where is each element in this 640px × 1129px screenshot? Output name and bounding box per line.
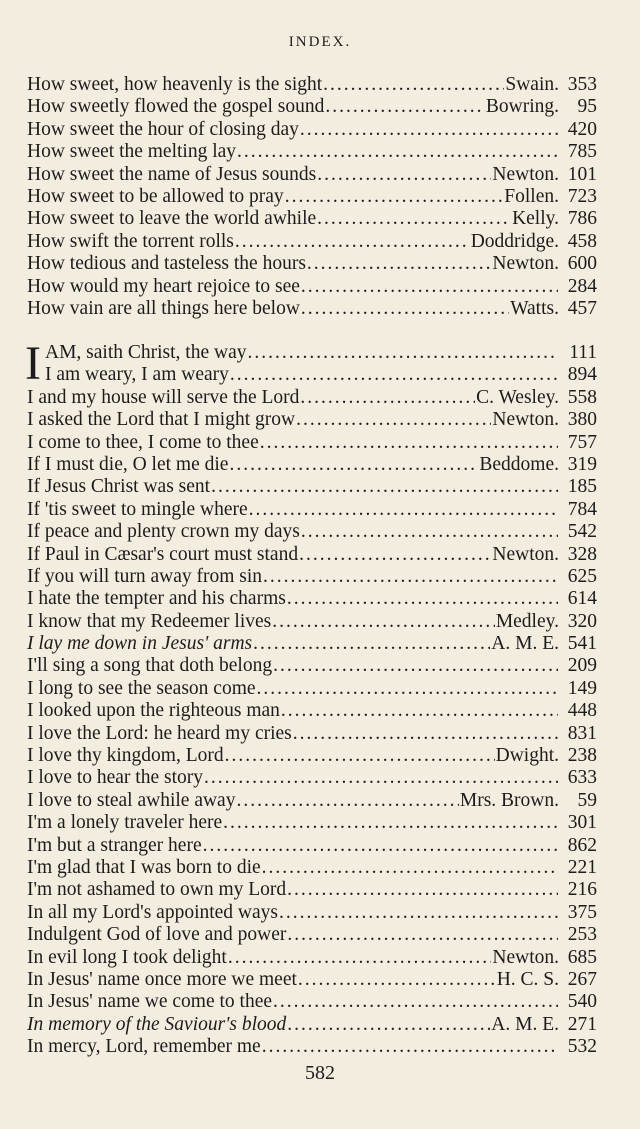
entry-hymn-number: 633 [567, 767, 597, 789]
dot-leader [223, 812, 558, 834]
dot-leader [298, 969, 496, 991]
entry-first-line: How sweet the hour of closing day [27, 118, 299, 140]
dot-leader [225, 745, 495, 767]
entry-author: C. Wesley. [476, 386, 559, 408]
entry-hymn-number: 625 [567, 565, 597, 587]
dot-leader [279, 902, 558, 924]
entry-hymn-number: 894 [567, 364, 597, 386]
entry-first-line: In mercy, Lord, remember me [27, 1036, 261, 1058]
index-entry [27, 298, 597, 320]
entry-hymn-number: 723 [567, 185, 597, 207]
entry-hymn-number: 271 [567, 1013, 597, 1035]
entry-first-line: How vain are all things here below [27, 297, 300, 319]
dot-leader [262, 857, 558, 879]
dot-leader [301, 521, 558, 543]
entry-first-line: How sweet to leave the world awhile [27, 208, 317, 230]
entry-hymn-number: 328 [567, 543, 597, 565]
entry-first-line: If peace and plenty crown my days [27, 521, 300, 543]
dot-leader [300, 119, 558, 141]
entry-author: Medley. [495, 610, 559, 632]
dot-leader [253, 633, 490, 655]
entry-first-line: If I must die, O let me die [27, 453, 229, 475]
index-entry [27, 521, 597, 543]
entry-hymn-number: 216 [567, 879, 597, 901]
entry-hymn-number: 785 [567, 141, 597, 163]
entry-first-line: In all my Lord's appointed ways [27, 901, 279, 923]
entry-author: Beddome. [479, 453, 559, 475]
entry-first-line: I long to see the season come [27, 677, 256, 699]
entry-first-line: I asked the Lord that I might grow [27, 409, 296, 431]
index-entry [27, 1014, 597, 1036]
entry-author: Dwight. [495, 745, 559, 767]
entry-hymn-number: 267 [567, 968, 597, 990]
entry-first-line: I'm but a stranger here [27, 834, 202, 856]
index-entry [27, 924, 597, 946]
entry-first-line: If 'tis sweet to mingle where [27, 498, 248, 520]
entry-first-line: How sweet, how heavenly is the sight [27, 74, 323, 95]
index-entry [27, 812, 597, 834]
index-entry [27, 678, 597, 700]
entry-hymn-number: 253 [567, 924, 597, 946]
dot-leader [236, 790, 458, 812]
dot-leader [247, 342, 558, 364]
entry-first-line: How tedious and tasteless the hours [27, 253, 306, 275]
dot-leader [203, 835, 558, 857]
dot-leader [281, 700, 558, 722]
dot-leader [307, 253, 491, 275]
entry-hymn-number: 319 [567, 453, 597, 475]
dot-leader [301, 276, 558, 298]
entry-first-line: How sweet to be allowed to pray [27, 185, 284, 207]
entry-hymn-number: 784 [567, 498, 597, 520]
index-entry [27, 74, 597, 96]
dot-leader [296, 409, 491, 431]
dot-leader [300, 387, 475, 409]
page-header: INDEX. [288, 34, 352, 50]
index-entry [27, 566, 597, 588]
dot-leader [263, 566, 558, 588]
index-entry [27, 387, 597, 409]
index-section-how [27, 74, 597, 320]
entry-author: Newton. [492, 946, 559, 968]
entry-hymn-number: 353 [567, 74, 597, 95]
entry-author: Newton. [492, 163, 559, 185]
entry-first-line: In Jesus' name once more we meet [27, 968, 297, 990]
index-entry [45, 342, 597, 364]
entry-hymn-number: 685 [567, 946, 597, 968]
entry-first-line: I love the Lord: he heard my cries [27, 722, 292, 744]
index-entry [27, 588, 597, 610]
entry-hymn-number: 380 [567, 409, 597, 431]
entry-hymn-number: 238 [567, 745, 597, 767]
entry-hymn-number: 540 [567, 991, 597, 1013]
dot-leader [317, 208, 511, 230]
dot-leader [287, 588, 558, 610]
entry-hymn-number: 600 [567, 253, 597, 275]
dot-leader [273, 655, 558, 677]
dot-leader [287, 1014, 490, 1036]
entry-first-line: How sweet the melting lay [27, 141, 237, 163]
index-entry [27, 947, 597, 969]
entry-first-line: In evil long I took delight [27, 946, 227, 968]
entry-hymn-number: 284 [567, 275, 597, 297]
dot-leader [273, 991, 558, 1013]
index-entry [27, 476, 597, 498]
entry-first-line: AM, saith Christ, the way [44, 342, 247, 363]
index-entry [27, 700, 597, 722]
index-entry [27, 409, 597, 431]
index-entry [27, 745, 597, 767]
entry-hymn-number: 149 [567, 677, 597, 699]
index-entry [27, 857, 597, 879]
index-entry [27, 164, 597, 186]
entry-hymn-number: 209 [567, 655, 597, 677]
index-entry [27, 253, 597, 275]
entry-hymn-number: 59 [577, 789, 597, 811]
entry-first-line: I love to hear the story [27, 767, 203, 789]
index-entry [27, 1036, 597, 1058]
entry-hymn-number: 111 [569, 342, 597, 363]
dot-leader [235, 231, 470, 253]
index-entry [27, 991, 597, 1013]
entry-author: Newton. [492, 409, 559, 431]
dot-leader [287, 924, 558, 946]
entry-hymn-number: 457 [567, 297, 597, 319]
index-entry [27, 454, 597, 476]
entry-hymn-number: 614 [567, 588, 597, 610]
index-entry [27, 231, 597, 253]
dot-leader [230, 364, 558, 386]
entry-hymn-number: 101 [567, 163, 597, 185]
entry-hymn-number: 862 [567, 834, 597, 856]
entry-first-line: I hate the tempter and his charms [27, 588, 286, 610]
entry-hymn-number: 786 [567, 208, 597, 230]
index-entry [27, 186, 597, 208]
entry-author: Mrs. Brown. [459, 789, 559, 811]
entry-first-line: I'm not ashamed to own my Lord [27, 879, 287, 901]
entry-hymn-number: 532 [567, 1036, 597, 1058]
entry-first-line: How sweet the name of Jesus sounds [27, 163, 317, 185]
index-entry [27, 432, 597, 454]
entry-hymn-number: 420 [567, 118, 597, 140]
dot-leader [257, 678, 558, 700]
index-entry [27, 835, 597, 857]
index-section-i [25, 337, 597, 1059]
dot-leader [229, 454, 478, 476]
entry-first-line: I'm a lonely traveler here [27, 812, 223, 834]
index-entry [27, 633, 597, 655]
index-entry [27, 276, 597, 298]
entry-first-line: I looked upon the righteous man [27, 700, 280, 722]
dot-leader [287, 879, 558, 901]
page-number: 582 [305, 1062, 335, 1084]
dot-leader [228, 947, 492, 969]
drop-cap: I [25, 337, 41, 390]
index-entry [27, 544, 597, 566]
index-entry [27, 655, 597, 677]
dot-leader [237, 141, 558, 163]
entry-first-line: In memory of the Saviour's blood [27, 1013, 287, 1035]
entry-author: Doddridge. [470, 230, 559, 252]
entry-first-line: Indulgent God of love and power [27, 924, 287, 946]
entry-first-line: I'm glad that I was born to die [27, 856, 261, 878]
index-entry [27, 96, 597, 118]
entry-first-line: If Paul in Cæsar's court must stand [27, 543, 299, 565]
entry-author: Watts. [510, 297, 559, 319]
entry-first-line: How would my heart rejoice to see [27, 275, 300, 297]
dot-leader [272, 611, 495, 633]
entry-first-line: If you will turn away from sin [27, 565, 263, 587]
entry-first-line: I lay me down in Jesus' arms [27, 633, 253, 655]
entry-hymn-number: 542 [567, 521, 597, 543]
entry-author: Newton. [492, 543, 559, 565]
entry-hymn-number: 320 [567, 610, 597, 632]
entry-first-line: How swift the torrent rolls [27, 230, 234, 252]
dot-leader [301, 298, 509, 320]
entry-first-line: I love to steal awhile away [27, 789, 236, 811]
index-entry [27, 879, 597, 901]
entry-first-line: If Jesus Christ was sent [27, 476, 211, 498]
dot-leader [325, 96, 485, 118]
entry-hymn-number: 541 [567, 633, 597, 655]
entry-author: A. M. E. [491, 633, 559, 655]
dot-leader [211, 476, 558, 498]
index-entry [27, 790, 597, 812]
dot-leader [285, 186, 504, 208]
entry-hymn-number: 301 [567, 812, 597, 834]
dot-leader [262, 1036, 558, 1058]
dot-leader [293, 723, 558, 745]
entry-hymn-number: 558 [567, 386, 597, 408]
index-entry [45, 364, 597, 386]
entry-first-line: I and my house will serve the Lord [27, 386, 300, 408]
entry-hymn-number: 757 [567, 431, 597, 453]
entry-first-line: I come to thee, I come to thee [27, 431, 259, 453]
dot-leader [249, 499, 558, 521]
entry-hymn-number: 221 [567, 856, 597, 878]
index-entry [27, 141, 597, 163]
index-entry [27, 767, 597, 789]
entry-hymn-number: 458 [567, 230, 597, 252]
entry-author: Swain. [505, 74, 559, 95]
entry-author: Follen. [504, 185, 559, 207]
entry-hymn-number: 185 [567, 476, 597, 498]
index-entry [27, 902, 597, 924]
entry-hymn-number: 831 [567, 722, 597, 744]
index-entry [27, 723, 597, 745]
entry-first-line: I know that my Redeemer lives [27, 610, 272, 632]
entry-author: Kelly. [512, 208, 559, 230]
entry-first-line: How sweetly flowed the gospel sound [27, 96, 325, 118]
entry-author: H. C. S. [496, 968, 559, 990]
entry-author: Bowring. [485, 96, 559, 118]
entry-first-line: In Jesus' name we come to thee [27, 991, 273, 1013]
index-entry [27, 611, 597, 633]
entry-author: Newton. [492, 253, 559, 275]
entry-hymn-number: 375 [567, 901, 597, 923]
index-entry [27, 969, 597, 991]
entry-first-line: I love thy kingdom, Lord [27, 745, 224, 767]
dot-leader [204, 767, 558, 789]
entry-first-line: I am weary, I am weary [44, 364, 229, 386]
dot-leader [317, 164, 491, 186]
entry-hymn-number: 95 [577, 96, 597, 118]
entry-author: A. M. E. [491, 1013, 559, 1035]
dot-leader [260, 432, 558, 454]
index-entry [27, 208, 597, 230]
index-entry [27, 119, 597, 141]
entry-hymn-number: 448 [567, 700, 597, 722]
entry-first-line: I'll sing a song that doth belong [27, 655, 273, 677]
dot-leader [299, 544, 491, 566]
dot-leader [323, 74, 504, 96]
index-entry [27, 499, 597, 521]
